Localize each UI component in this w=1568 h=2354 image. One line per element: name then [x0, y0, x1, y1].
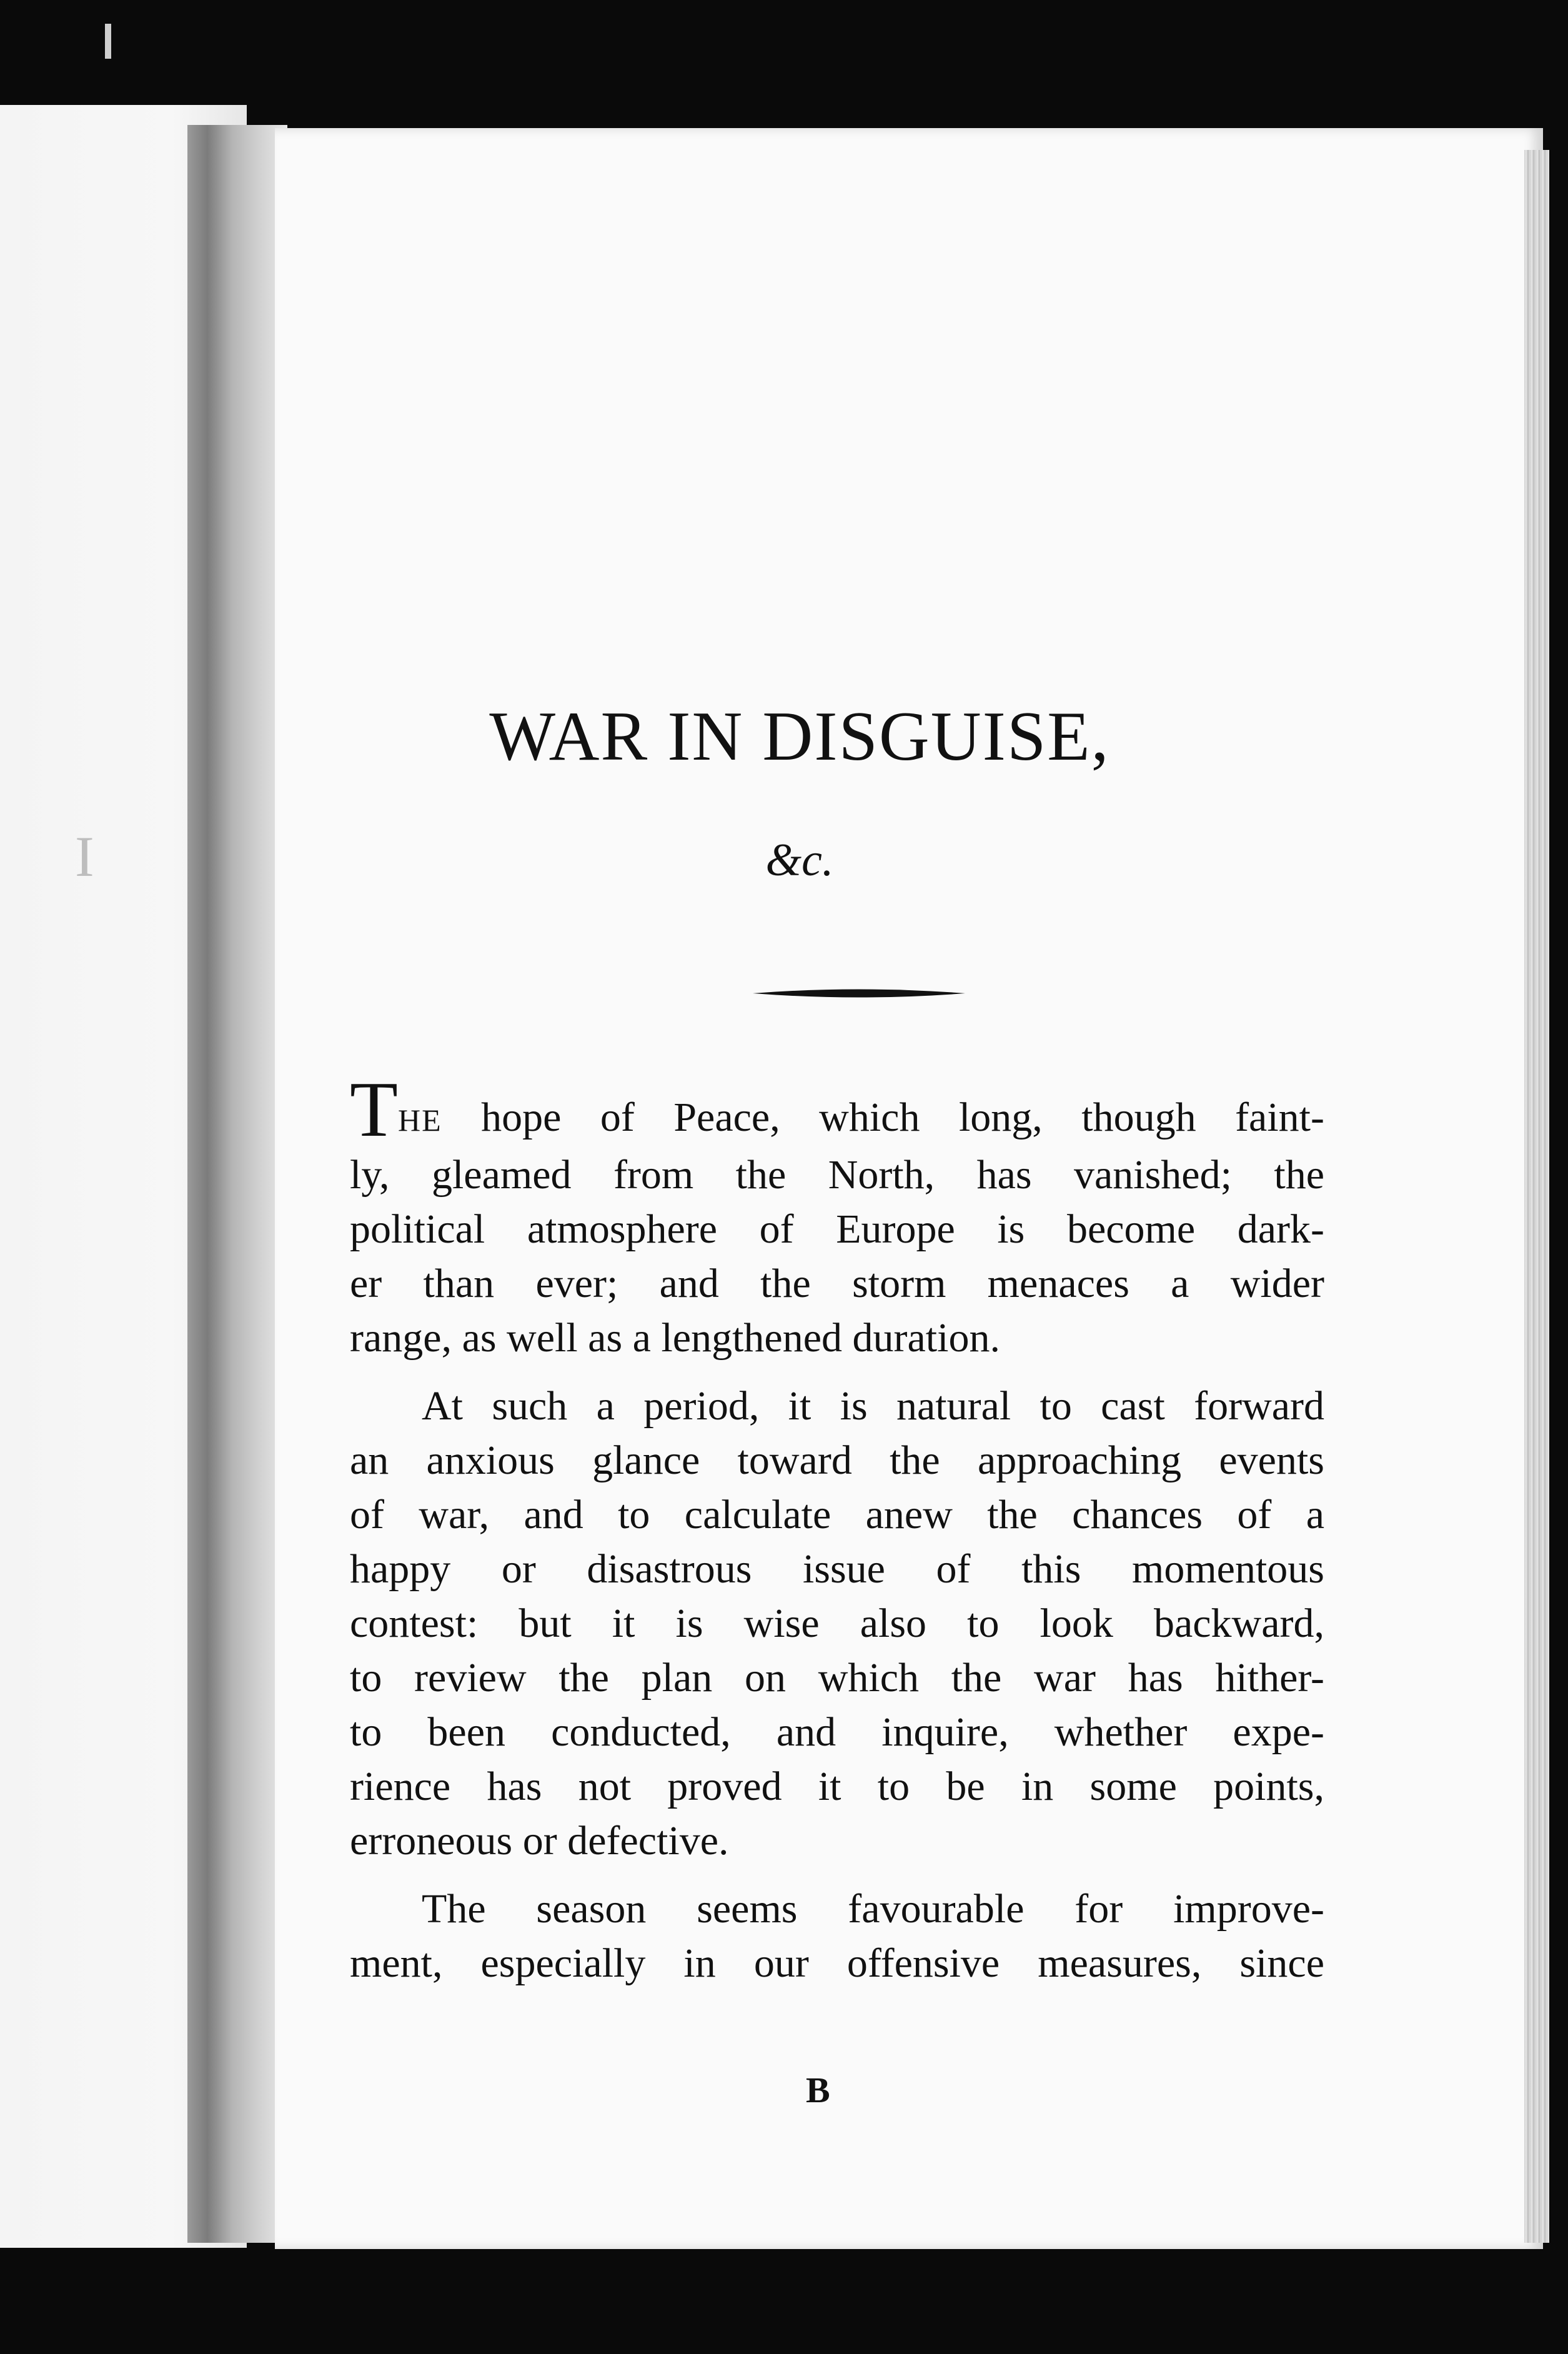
scan-mark: [105, 24, 111, 59]
page-title: WAR IN DISGUISE,: [489, 698, 1110, 775]
text-line: happy or disastrous issue of this momentous: [350, 1546, 1324, 1592]
paragraph-3: [350, 1882, 1324, 1990]
text-line: ment, especially in our offensive measures, since: [350, 1940, 1324, 1986]
text-line: er than ever; and the storm menaces a wider: [350, 1261, 1324, 1306]
ornamental-rule: [753, 989, 965, 998]
text-line: an anxious glance toward the approaching events: [350, 1438, 1324, 1483]
facing-page-bleed-initial: I: [75, 825, 94, 888]
text-line: At such a period, it is natural to cast forward: [422, 1383, 1324, 1429]
text-line: to been conducted, and inquire, whether expe-: [350, 1709, 1324, 1755]
body-text: [350, 1066, 1324, 1990]
paragraph-2: [350, 1379, 1324, 1868]
page-subtitle: &c.: [765, 835, 834, 886]
text-line: contest: but it is wise also to look backward,: [350, 1601, 1324, 1646]
text-line: to review the plan on which the war has hither-: [350, 1655, 1324, 1701]
small-caps-word: HE: [397, 1103, 442, 1138]
drop-cap: T: [350, 1066, 398, 1153]
text-line: erroneous or defective.: [350, 1818, 729, 1864]
paragraph-1: [350, 1066, 1324, 1365]
text-line: The season seems favourable for improve-: [422, 1886, 1324, 1932]
signature-mark: B: [806, 2070, 830, 2110]
text-line: rience has not proved it to be in some points,: [350, 1764, 1324, 1809]
text-line: political atmosphere of Europe is become dark-: [350, 1206, 1324, 1252]
text-line: of war, and to calculate anew the chances of a: [350, 1492, 1324, 1537]
text-line: ly, gleamed from the North, has vanished; the: [350, 1152, 1324, 1198]
page-edge: [1524, 150, 1549, 2243]
text-segment: hope of Peace, which long, though faint-: [442, 1095, 1324, 1140]
text-line: [350, 1066, 1324, 1153]
text-line: range, as well as a lengthened duration.: [350, 1315, 1000, 1361]
book-gutter: [187, 125, 287, 2243]
